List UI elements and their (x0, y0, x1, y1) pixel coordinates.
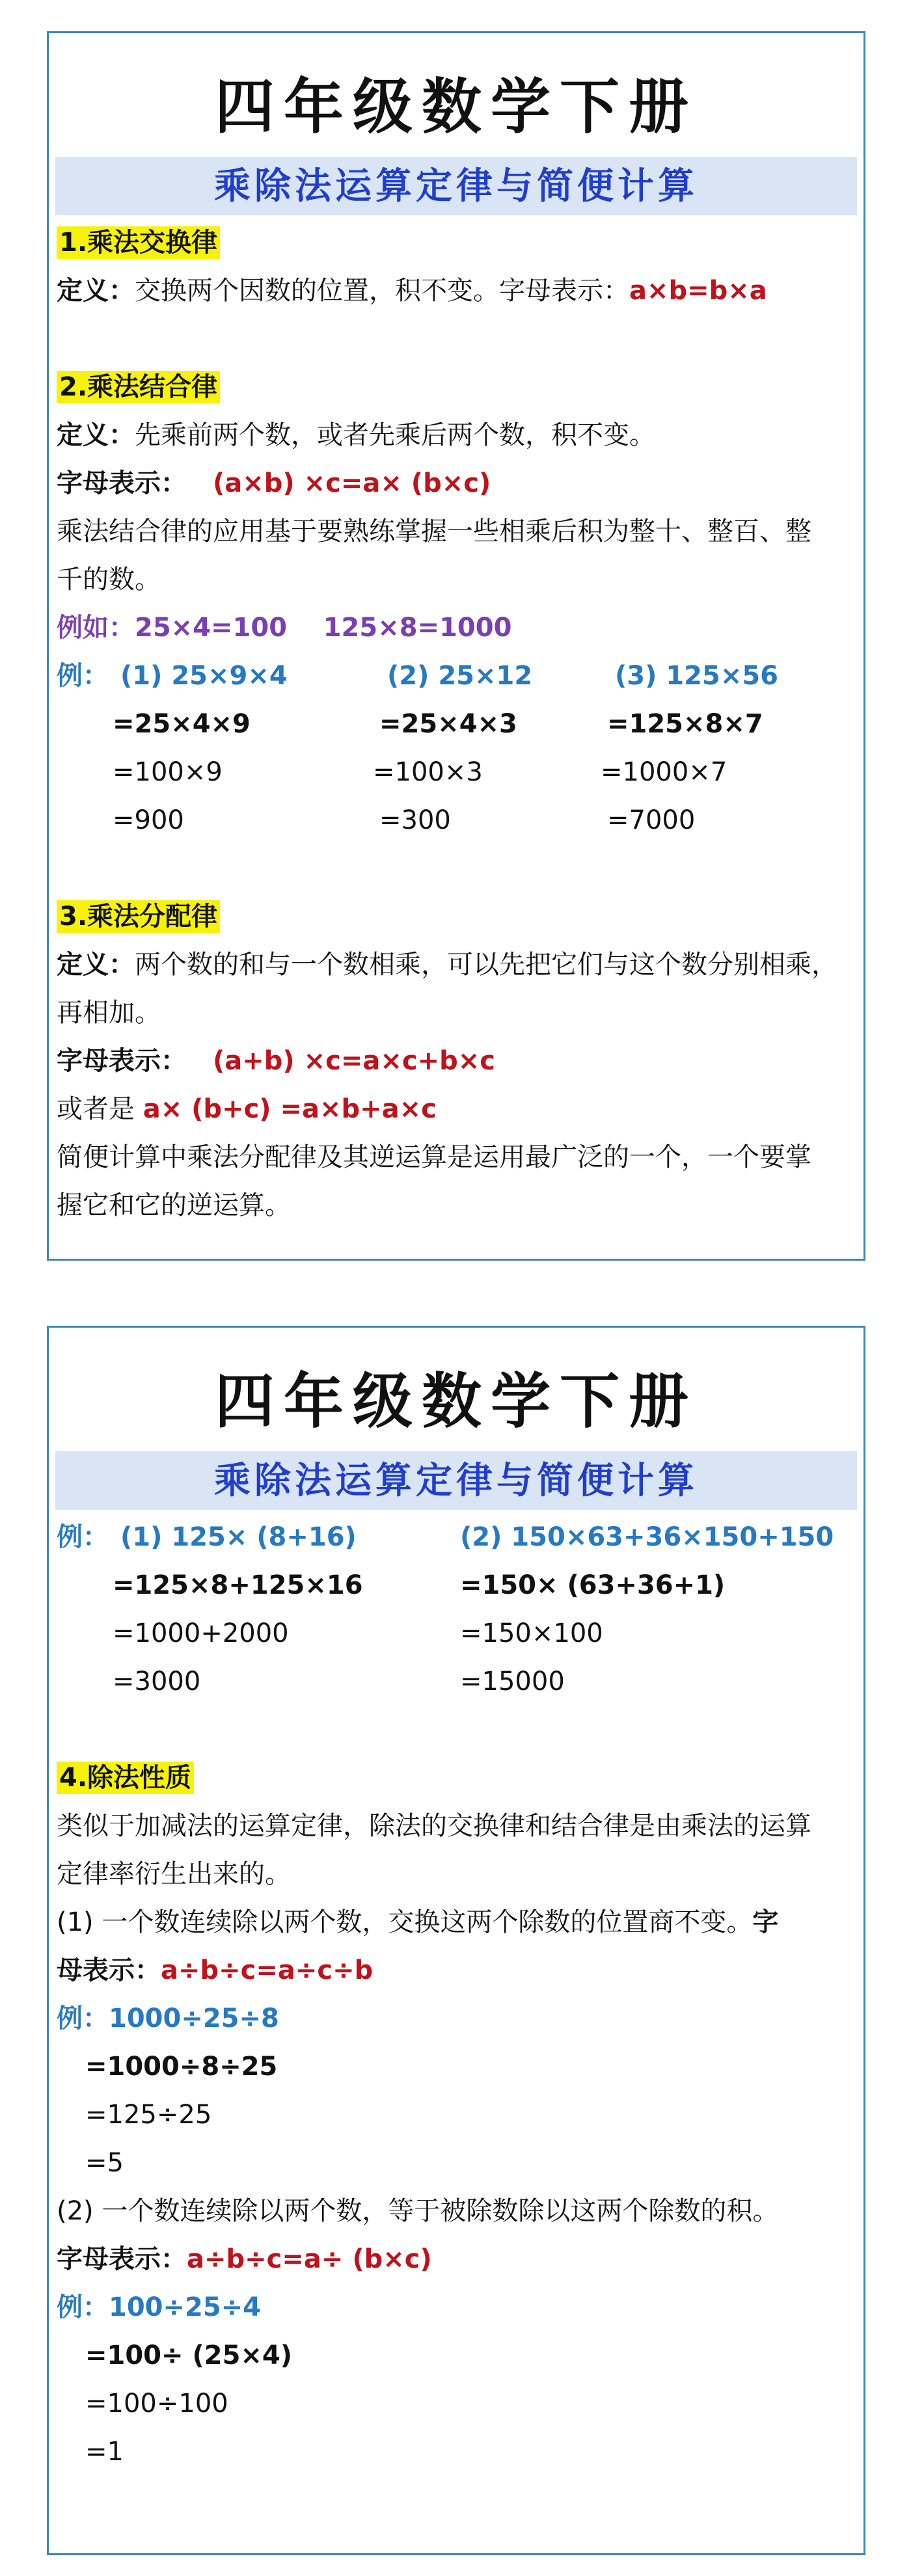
example-3-step: =1000×7 (601, 757, 727, 787)
example-2-step: =150×100 (460, 1618, 603, 1648)
definition-line (57, 274, 767, 308)
intro-line: 类似于加减法的运算定律，除法的交换律和结合律是由乘法的运算 (57, 1811, 811, 1841)
example-2-step: =25×4×3 (379, 709, 517, 739)
example-step: =1000÷8÷25 (85, 2052, 278, 2082)
definition-text: 先乘前两个数，或者先乘后两个数，积不变。 (135, 420, 655, 450)
heading-text: 2.乘法结合律 (57, 371, 220, 403)
example-step: =100÷ (25×4) (85, 2341, 293, 2370)
example-2-result: =15000 (460, 1667, 565, 1697)
example-1-step: =100×9 (113, 757, 223, 787)
example-2-problem: (2) 25×12 (387, 661, 533, 691)
rule-1-line (57, 1905, 778, 1939)
example-step: =100÷100 (85, 2389, 228, 2419)
page-card-1 (47, 31, 865, 1261)
heading-text: 1.乘法交换律 (57, 226, 220, 259)
definition-text: 两个数的和与一个数相乘，可以先把它们与这个数分别相乘， (135, 950, 837, 980)
section-heading-1 (57, 226, 220, 260)
rule-2-line: (2) 一个数连续除以两个数，等于被除数除以这两个除数的积。 (57, 2196, 779, 2226)
example-3-problem: (3) 125×56 (615, 661, 778, 691)
definition-label: 定义： (57, 276, 135, 306)
formula: a×b=b×a (629, 276, 767, 306)
letter-form-label: 字母表示： (57, 1046, 187, 1076)
example-1-step: =25×4×9 (113, 709, 251, 739)
example-result: =1 (85, 2437, 124, 2467)
rule-1-letter-line (57, 1953, 373, 1987)
definition-line (57, 948, 837, 982)
alternate-prefix: 或者是 (57, 1094, 143, 1124)
example-1-problem: (1) 125× (8+16) (120, 1522, 357, 1552)
example-1-problem: (1) 25×9×4 (120, 661, 288, 691)
example-step: =125÷25 (85, 2100, 212, 2130)
example-2-result: =300 (379, 805, 451, 835)
formula: a÷b÷c=a÷ (b×c) (187, 2244, 432, 2274)
example-1-step: =1000+2000 (113, 1618, 289, 1648)
example-line (57, 2002, 279, 2035)
section-heading-4 (57, 1761, 194, 1795)
note-line: 简便计算中乘法分配律及其逆运算是运用最广泛的一个，一个要掌 (57, 1142, 811, 1172)
example-2-step: =150× (63+36+1) (460, 1570, 726, 1600)
example-2-problem: (2) 150×63+36×150+150 (460, 1522, 834, 1552)
example-problem: 1000÷25÷8 (109, 2004, 279, 2033)
alternate-form-line (57, 1092, 437, 1126)
definition-line (57, 418, 655, 452)
note-line: 握它和它的逆运算。 (57, 1190, 291, 1220)
heading-text: 3.乘法分配律 (57, 900, 220, 933)
example-label: 例： (57, 1522, 109, 1552)
letter-form-label: 母表示： (57, 1955, 161, 1985)
letter-form-label: 字 (752, 1907, 779, 1937)
example-result: =5 (85, 2148, 124, 2178)
formula: (a×b) ×c=a× (b×c) (213, 468, 491, 498)
page-card-2 (47, 1326, 865, 2555)
rule-text: (1) 一个数连续除以两个数，交换这两个除数的位置商不变。 (57, 1907, 753, 1937)
definition-label: 定义： (57, 420, 135, 450)
page-title: 四年级数学下册 (214, 1366, 698, 1436)
page-subtitle: 乘除法运算定律与简便计算 (55, 157, 857, 215)
letter-form-label: 字母表示： (57, 2244, 187, 2274)
example-label: 例： (57, 2004, 109, 2033)
page-subtitle: 乘除法运算定律与简便计算 (55, 1451, 857, 1510)
letter-form-line (57, 1044, 495, 1078)
rule-2-letter-line (57, 2242, 432, 2276)
example-label: 例： (57, 2292, 109, 2322)
section-heading-3 (57, 900, 220, 933)
formula: a÷b÷c=a÷c÷b (161, 1955, 374, 1985)
note-line: 乘法结合律的应用基于要熟练掌握一些相乘后积为整十、整百、整 (57, 517, 811, 546)
example-label: 例： (57, 661, 109, 691)
example-problem: 100÷25÷4 (109, 2292, 262, 2322)
formula: (a+b) ×c=a×c+b×c (213, 1046, 495, 1076)
example-1-result: =900 (113, 805, 184, 835)
definition-text: 交换两个因数的位置，积不变。字母表示： (135, 276, 629, 306)
heading-text: 4.除法性质 (57, 1762, 194, 1794)
example-1-result: =3000 (113, 1667, 201, 1697)
example-3-result: =7000 (607, 805, 696, 835)
section-heading-2 (57, 370, 220, 404)
letter-form-label: 字母表示： (57, 468, 187, 498)
formula: a× (b+c) =a×b+a×c (143, 1094, 437, 1124)
letter-form-line (57, 466, 491, 500)
note-line: 千的数。 (57, 565, 161, 595)
example-intro: 例如：25×4=100 125×8=1000 (57, 613, 512, 643)
example-3-step: =125×8×7 (607, 709, 763, 739)
example-line (57, 2290, 261, 2324)
page-title: 四年级数学下册 (214, 72, 698, 142)
definition-line: 再相加。 (57, 998, 161, 1028)
definition-label: 定义： (57, 950, 135, 980)
example-1-step: =125×8+125×16 (113, 1570, 363, 1600)
example-2-step: =100×3 (373, 757, 483, 787)
intro-line: 定律率衍生出来的。 (57, 1859, 291, 1889)
